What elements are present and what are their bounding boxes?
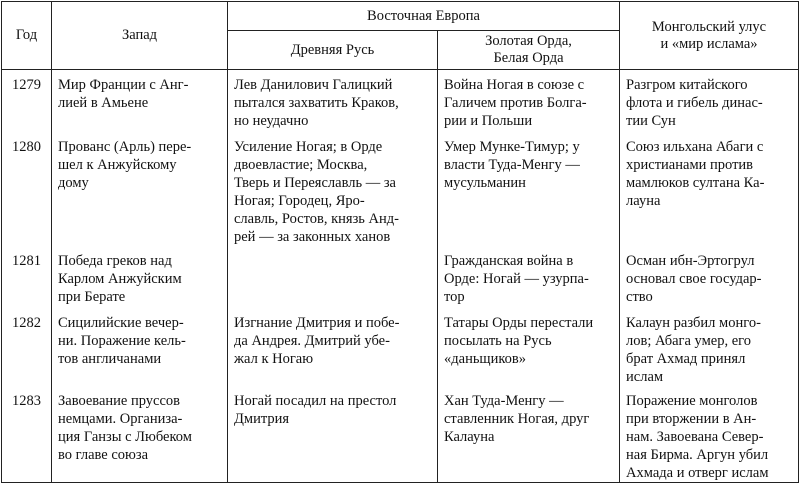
rus-cell: Усиление Ногая; в Орде двоевластие; Москва, Тверь и Переяславль — за Ногая; Городец, Яро- славль, Ростов, князь Анд- рей — за законных ханов xyxy=(228,132,438,246)
mongol-cell: Поражение монголов при вторжении в Ан- нам. Завоевана Север- ная Бирма. Аргун убил Ахмада и отверг ислам xyxy=(620,386,799,483)
table-row xyxy=(2,386,799,483)
west-cell: Мир Франции с Анг- лией в Амьене xyxy=(52,70,228,133)
table-row xyxy=(2,246,799,308)
rus-cell xyxy=(228,246,438,308)
chronology-table xyxy=(1,1,799,483)
west-cell: Сицилийские вечер- ни. Поражение кель- тов англичанами xyxy=(52,308,228,386)
west-cell: Завоевание пруссов немцами. Организа- ция Ганзы с Любеком во главе союза xyxy=(52,386,228,483)
year-cell: 1280 xyxy=(2,132,52,246)
horde-cell: Умер Мунке-Тимур; у власти Туда-Менгу — мусульманин xyxy=(438,132,620,246)
mongol-cell: Осман ибн-Эртогрул основал свое государ- ство xyxy=(620,246,799,308)
mongol-cell: Союз ильхана Абаги с христианами против мамлюков султана Ка- лауна xyxy=(620,132,799,246)
horde-cell: Война Ногая в союзе с Галичем против Болга- рии и Польши xyxy=(438,70,620,133)
table-row xyxy=(2,132,799,246)
year-cell: 1281 xyxy=(2,246,52,308)
year-cell: 1283 xyxy=(2,386,52,483)
year-cell: 1282 xyxy=(2,308,52,386)
mongol-cell: Калаун разбил монго- лов; Абага умер, его брат Ахмад принял ислам xyxy=(620,308,799,386)
header-east-europe: Восточная Европа xyxy=(228,2,620,31)
horde-cell: Хан Туда-Менгу — ставленник Ногая, друг Калауна xyxy=(438,386,620,483)
header-year: Год xyxy=(2,2,52,70)
header-mongol-islam: Монгольский улус и «мир ислама» xyxy=(620,2,799,70)
table-row xyxy=(2,70,799,133)
rus-cell: Изгнание Дмитрия и побе- да Андрея. Дмитрий убе- жал к Ногаю xyxy=(228,308,438,386)
mongol-cell: Разгром китайского флота и гибель динас- тии Сун xyxy=(620,70,799,133)
west-cell: Прованс (Арль) пере- шел к Анжуйскому дому xyxy=(52,132,228,246)
header-golden-horde: Золотая Орда, Белая Орда xyxy=(438,31,620,70)
horde-cell: Гражданская война в Орде: Ногай — узурпа- тор xyxy=(438,246,620,308)
year-cell: 1279 xyxy=(2,70,52,133)
table-body xyxy=(2,70,799,483)
header-west: Запад xyxy=(52,2,228,70)
header-ancient-rus: Древняя Русь xyxy=(228,31,438,70)
table-row xyxy=(2,308,799,386)
horde-cell: Татары Орды перестали посылать на Русь «даньщиков» xyxy=(438,308,620,386)
rus-cell: Лев Данилович Галицкий пытался захватить Краков, но неудачно xyxy=(228,70,438,133)
west-cell: Победа греков над Карлом Анжуйским при Берате xyxy=(52,246,228,308)
table-header xyxy=(2,2,799,70)
rus-cell: Ногай посадил на престол Дмитрия xyxy=(228,386,438,483)
